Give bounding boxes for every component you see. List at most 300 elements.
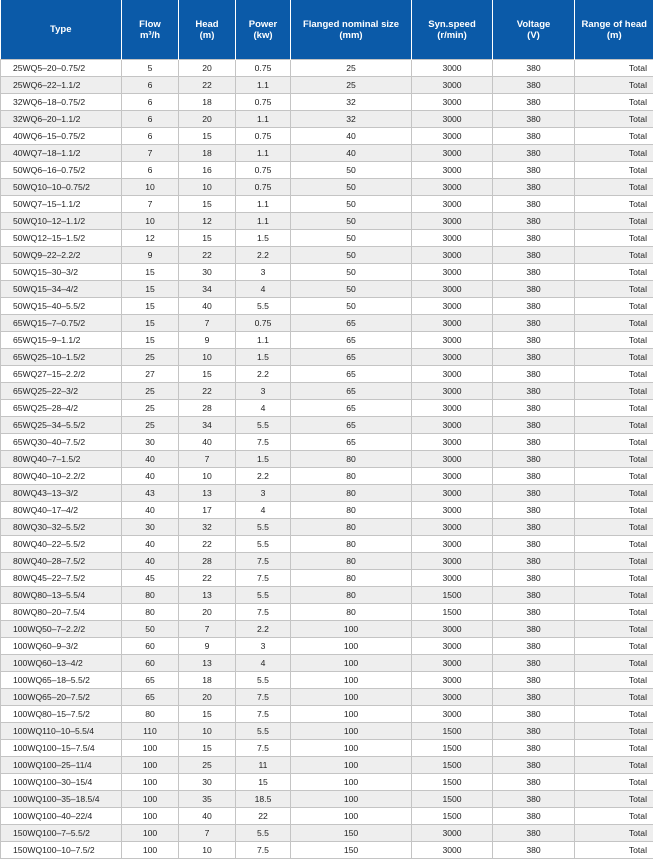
range-cell: Total — [575, 706, 653, 723]
flow-cell: 40 — [122, 468, 179, 485]
table-row — [1, 60, 653, 77]
flow-cell: 15 — [122, 281, 179, 298]
table-row — [1, 230, 653, 247]
type-cell: 80WQ40–7–1.5/2 — [1, 451, 122, 468]
head-cell: 22 — [179, 570, 236, 587]
power-cell: 4 — [236, 655, 291, 672]
flange-cell: 100 — [291, 638, 412, 655]
flow-cell: 100 — [122, 842, 179, 859]
flow-cell: 50 — [122, 621, 179, 638]
flange-cell: 100 — [291, 621, 412, 638]
speed-cell: 3000 — [412, 468, 493, 485]
flow-cell: 100 — [122, 791, 179, 808]
range-cell: Total — [575, 808, 653, 825]
table-row — [1, 162, 653, 179]
flow-cell: 15 — [122, 332, 179, 349]
range-cell: Total — [575, 417, 653, 434]
power-cell: 5.5 — [236, 723, 291, 740]
head-cell: 22 — [179, 247, 236, 264]
power-cell: 0.75 — [236, 179, 291, 196]
flow-cell: 100 — [122, 740, 179, 757]
power-cell: 18.5 — [236, 791, 291, 808]
power-cell: 1.5 — [236, 230, 291, 247]
voltage-cell: 380 — [493, 60, 575, 77]
speed-cell: 3000 — [412, 417, 493, 434]
type-cell: 150WQ100–10–7.5/2 — [1, 842, 122, 859]
head-cell: 20 — [179, 689, 236, 706]
speed-cell: 3000 — [412, 94, 493, 111]
flow-cell: 80 — [122, 706, 179, 723]
speed-cell: 3000 — [412, 434, 493, 451]
flow-cell: 7 — [122, 196, 179, 213]
type-cell: 80WQ30–32–5.5/2 — [1, 519, 122, 536]
voltage-cell: 380 — [493, 298, 575, 315]
header-flange: Flanged nominal size (mm) — [291, 0, 412, 60]
speed-cell: 3000 — [412, 553, 493, 570]
power-cell: 1.1 — [236, 332, 291, 349]
speed-cell: 1500 — [412, 774, 493, 791]
flange-cell: 100 — [291, 723, 412, 740]
speed-cell: 3000 — [412, 366, 493, 383]
flange-cell: 100 — [291, 655, 412, 672]
table-row — [1, 808, 653, 825]
voltage-cell: 380 — [493, 757, 575, 774]
flow-cell: 10 — [122, 179, 179, 196]
power-cell: 7.5 — [236, 570, 291, 587]
table-row — [1, 485, 653, 502]
range-cell: Total — [575, 757, 653, 774]
speed-cell: 3000 — [412, 706, 493, 723]
power-cell: 7.5 — [236, 553, 291, 570]
header-power: Power (kw) — [236, 0, 291, 60]
voltage-cell: 380 — [493, 638, 575, 655]
head-cell: 30 — [179, 264, 236, 281]
flange-cell: 80 — [291, 451, 412, 468]
flow-cell: 15 — [122, 264, 179, 281]
flange-cell: 65 — [291, 315, 412, 332]
type-cell: 25WQ6–22–1.1/2 — [1, 77, 122, 94]
table-row — [1, 281, 653, 298]
table-row — [1, 468, 653, 485]
table-row — [1, 196, 653, 213]
flange-cell: 100 — [291, 791, 412, 808]
type-cell: 100WQ65–18–5.5/2 — [1, 672, 122, 689]
type-cell: 65WQ25–22–3/2 — [1, 383, 122, 400]
type-cell: 80WQ40–10–2.2/2 — [1, 468, 122, 485]
range-cell: Total — [575, 655, 653, 672]
voltage-cell: 380 — [493, 281, 575, 298]
table-row — [1, 298, 653, 315]
table-row — [1, 179, 653, 196]
speed-cell: 3000 — [412, 179, 493, 196]
voltage-cell: 380 — [493, 468, 575, 485]
flow-cell: 40 — [122, 451, 179, 468]
head-cell: 40 — [179, 808, 236, 825]
voltage-cell: 380 — [493, 417, 575, 434]
flow-cell: 9 — [122, 247, 179, 264]
power-cell: 3 — [236, 383, 291, 400]
voltage-cell: 380 — [493, 451, 575, 468]
head-cell: 13 — [179, 485, 236, 502]
flange-cell: 80 — [291, 468, 412, 485]
speed-cell: 1500 — [412, 740, 493, 757]
range-cell: Total — [575, 842, 653, 859]
flange-cell: 50 — [291, 264, 412, 281]
power-cell: 4 — [236, 502, 291, 519]
flow-cell: 10 — [122, 213, 179, 230]
power-cell: 1.1 — [236, 77, 291, 94]
type-cell: 80WQ40–22–5.5/2 — [1, 536, 122, 553]
speed-cell: 3000 — [412, 502, 493, 519]
flange-cell: 50 — [291, 281, 412, 298]
power-cell: 1.5 — [236, 349, 291, 366]
table-row — [1, 383, 653, 400]
head-cell: 18 — [179, 94, 236, 111]
speed-cell: 1500 — [412, 808, 493, 825]
table-row — [1, 604, 653, 621]
table-row — [1, 417, 653, 434]
speed-cell: 3000 — [412, 621, 493, 638]
head-cell: 7 — [179, 825, 236, 842]
flow-cell: 25 — [122, 400, 179, 417]
voltage-cell: 380 — [493, 842, 575, 859]
type-cell: 100WQ100–35–18.5/4 — [1, 791, 122, 808]
table-row — [1, 332, 653, 349]
voltage-cell: 380 — [493, 366, 575, 383]
flange-cell: 100 — [291, 774, 412, 791]
type-cell: 100WQ100–15–7.5/4 — [1, 740, 122, 757]
type-cell: 100WQ60–13–4/2 — [1, 655, 122, 672]
table-row — [1, 774, 653, 791]
head-cell: 22 — [179, 77, 236, 94]
flow-cell: 100 — [122, 808, 179, 825]
table-row — [1, 587, 653, 604]
head-cell: 15 — [179, 706, 236, 723]
range-cell: Total — [575, 621, 653, 638]
voltage-cell: 380 — [493, 128, 575, 145]
flow-cell: 100 — [122, 774, 179, 791]
head-cell: 34 — [179, 281, 236, 298]
voltage-cell: 380 — [493, 706, 575, 723]
head-cell: 13 — [179, 587, 236, 604]
power-cell: 22 — [236, 808, 291, 825]
flange-cell: 80 — [291, 570, 412, 587]
flow-cell: 65 — [122, 689, 179, 706]
speed-cell: 3000 — [412, 570, 493, 587]
range-cell: Total — [575, 638, 653, 655]
range-cell: Total — [575, 689, 653, 706]
flange-cell: 50 — [291, 162, 412, 179]
table-body — [1, 60, 653, 859]
voltage-cell: 380 — [493, 434, 575, 451]
table-row — [1, 502, 653, 519]
speed-cell: 3000 — [412, 315, 493, 332]
speed-cell: 3000 — [412, 689, 493, 706]
table-row — [1, 400, 653, 417]
power-cell: 2.2 — [236, 468, 291, 485]
voltage-cell: 380 — [493, 723, 575, 740]
speed-cell: 3000 — [412, 213, 493, 230]
header-head: Head (m) — [179, 0, 236, 60]
voltage-cell: 380 — [493, 485, 575, 502]
power-cell: 3 — [236, 638, 291, 655]
speed-cell: 3000 — [412, 264, 493, 281]
flow-cell: 40 — [122, 502, 179, 519]
head-cell: 22 — [179, 383, 236, 400]
table-row — [1, 94, 653, 111]
flow-cell: 110 — [122, 723, 179, 740]
range-cell: Total — [575, 366, 653, 383]
head-cell: 18 — [179, 672, 236, 689]
header-range: Range of head (m) — [575, 0, 653, 60]
head-cell: 18 — [179, 145, 236, 162]
type-cell: 80WQ40–28–7.5/2 — [1, 553, 122, 570]
range-cell: Total — [575, 213, 653, 230]
flow-cell: 100 — [122, 825, 179, 842]
type-cell: 32WQ6–18–0.75/2 — [1, 94, 122, 111]
range-cell: Total — [575, 825, 653, 842]
type-cell: 100WQ100–30–15/4 — [1, 774, 122, 791]
table-row — [1, 740, 653, 757]
voltage-cell: 380 — [493, 196, 575, 213]
flow-cell: 45 — [122, 570, 179, 587]
flow-cell: 5 — [122, 60, 179, 77]
flow-cell: 6 — [122, 162, 179, 179]
flange-cell: 25 — [291, 77, 412, 94]
head-cell: 9 — [179, 332, 236, 349]
power-cell: 5.5 — [236, 825, 291, 842]
range-cell: Total — [575, 468, 653, 485]
type-cell: 25WQ5–20–0.75/2 — [1, 60, 122, 77]
type-cell: 50WQ10–10–0.75/2 — [1, 179, 122, 196]
voltage-cell: 380 — [493, 315, 575, 332]
speed-cell: 1500 — [412, 791, 493, 808]
head-cell: 15 — [179, 230, 236, 247]
type-cell: 50WQ15–34–4/2 — [1, 281, 122, 298]
flow-cell: 7 — [122, 145, 179, 162]
voltage-cell: 380 — [493, 519, 575, 536]
voltage-cell: 380 — [493, 570, 575, 587]
flange-cell: 40 — [291, 145, 412, 162]
range-cell: Total — [575, 553, 653, 570]
type-cell: 65WQ30–40–7.5/2 — [1, 434, 122, 451]
type-cell: 50WQ15–40–5.5/2 — [1, 298, 122, 315]
range-cell: Total — [575, 451, 653, 468]
table-row — [1, 689, 653, 706]
head-cell: 15 — [179, 196, 236, 213]
flow-cell: 6 — [122, 77, 179, 94]
power-cell: 1.1 — [236, 196, 291, 213]
range-cell: Total — [575, 298, 653, 315]
head-cell: 20 — [179, 604, 236, 621]
flow-cell: 60 — [122, 655, 179, 672]
power-cell: 0.75 — [236, 162, 291, 179]
voltage-cell: 380 — [493, 587, 575, 604]
flange-cell: 25 — [291, 60, 412, 77]
speed-cell: 3000 — [412, 638, 493, 655]
head-cell: 16 — [179, 162, 236, 179]
type-cell: 150WQ100–7–5.5/2 — [1, 825, 122, 842]
power-cell: 5.5 — [236, 519, 291, 536]
flange-cell: 100 — [291, 706, 412, 723]
table-row — [1, 111, 653, 128]
range-cell: Total — [575, 604, 653, 621]
power-cell: 7.5 — [236, 689, 291, 706]
table-row — [1, 213, 653, 230]
power-cell: 4 — [236, 400, 291, 417]
type-cell: 40WQ6–15–0.75/2 — [1, 128, 122, 145]
range-cell: Total — [575, 281, 653, 298]
flow-cell: 25 — [122, 349, 179, 366]
voltage-cell: 380 — [493, 213, 575, 230]
table-row — [1, 519, 653, 536]
speed-cell: 3000 — [412, 111, 493, 128]
power-cell: 7.5 — [236, 842, 291, 859]
table-row — [1, 706, 653, 723]
flange-cell: 65 — [291, 349, 412, 366]
range-cell: Total — [575, 723, 653, 740]
head-cell: 7 — [179, 315, 236, 332]
table-row — [1, 570, 653, 587]
table-row — [1, 128, 653, 145]
flange-cell: 50 — [291, 196, 412, 213]
head-cell: 28 — [179, 400, 236, 417]
type-cell: 80WQ80–20–7.5/4 — [1, 604, 122, 621]
flange-cell: 50 — [291, 247, 412, 264]
flange-cell: 80 — [291, 519, 412, 536]
type-cell: 100WQ110–10–5.5/4 — [1, 723, 122, 740]
speed-cell: 3000 — [412, 145, 493, 162]
table-row — [1, 791, 653, 808]
flange-cell: 80 — [291, 485, 412, 502]
speed-cell: 3000 — [412, 298, 493, 315]
voltage-cell: 380 — [493, 111, 575, 128]
speed-cell: 3000 — [412, 281, 493, 298]
head-cell: 20 — [179, 111, 236, 128]
power-cell: 2.2 — [236, 621, 291, 638]
table-row — [1, 434, 653, 451]
head-cell: 34 — [179, 417, 236, 434]
range-cell: Total — [575, 60, 653, 77]
voltage-cell: 380 — [493, 77, 575, 94]
flow-cell: 6 — [122, 94, 179, 111]
header-type: Type — [1, 0, 122, 60]
type-cell: 50WQ10–12–1.1/2 — [1, 213, 122, 230]
speed-cell: 3000 — [412, 128, 493, 145]
flange-cell: 80 — [291, 502, 412, 519]
range-cell: Total — [575, 179, 653, 196]
power-cell: 5.5 — [236, 587, 291, 604]
table-row — [1, 825, 653, 842]
head-cell: 32 — [179, 519, 236, 536]
voltage-cell: 380 — [493, 94, 575, 111]
range-cell: Total — [575, 434, 653, 451]
speed-cell: 1500 — [412, 723, 493, 740]
type-cell: 50WQ9–22–2.2/2 — [1, 247, 122, 264]
voltage-cell: 380 — [493, 230, 575, 247]
flange-cell: 40 — [291, 128, 412, 145]
range-cell: Total — [575, 332, 653, 349]
speed-cell: 3000 — [412, 825, 493, 842]
voltage-cell: 380 — [493, 332, 575, 349]
type-cell: 100WQ60–9–3/2 — [1, 638, 122, 655]
power-cell: 11 — [236, 757, 291, 774]
type-cell: 80WQ40–17–4/2 — [1, 502, 122, 519]
voltage-cell: 380 — [493, 774, 575, 791]
flange-cell: 100 — [291, 689, 412, 706]
head-cell: 15 — [179, 740, 236, 757]
range-cell: Total — [575, 485, 653, 502]
type-cell: 65WQ25–10–1.5/2 — [1, 349, 122, 366]
flange-cell: 65 — [291, 434, 412, 451]
range-cell: Total — [575, 400, 653, 417]
table-row — [1, 247, 653, 264]
voltage-cell: 380 — [493, 502, 575, 519]
type-cell: 100WQ100–40–22/4 — [1, 808, 122, 825]
type-cell: 80WQ45–22–7.5/2 — [1, 570, 122, 587]
type-cell: 80WQ80–13–5.5/4 — [1, 587, 122, 604]
range-cell: Total — [575, 519, 653, 536]
voltage-cell: 380 — [493, 145, 575, 162]
type-cell: 65WQ27–15–2.2/2 — [1, 366, 122, 383]
table-row — [1, 553, 653, 570]
flange-cell: 80 — [291, 536, 412, 553]
type-cell: 50WQ7–15–1.1/2 — [1, 196, 122, 213]
power-cell: 7.5 — [236, 706, 291, 723]
flange-cell: 32 — [291, 111, 412, 128]
speed-cell: 3000 — [412, 485, 493, 502]
head-cell: 10 — [179, 179, 236, 196]
flow-cell: 25 — [122, 383, 179, 400]
voltage-cell: 380 — [493, 383, 575, 400]
range-cell: Total — [575, 740, 653, 757]
power-cell: 4 — [236, 281, 291, 298]
flange-cell: 65 — [291, 383, 412, 400]
speed-cell: 1500 — [412, 757, 493, 774]
power-cell: 1.1 — [236, 111, 291, 128]
flange-cell: 50 — [291, 298, 412, 315]
power-cell: 1.1 — [236, 145, 291, 162]
head-cell: 9 — [179, 638, 236, 655]
speed-cell: 3000 — [412, 842, 493, 859]
type-cell: 40WQ7–18–1.1/2 — [1, 145, 122, 162]
head-cell: 40 — [179, 434, 236, 451]
table-row — [1, 672, 653, 689]
flange-cell: 100 — [291, 672, 412, 689]
voltage-cell: 380 — [493, 791, 575, 808]
flow-cell: 40 — [122, 536, 179, 553]
power-cell: 5.5 — [236, 672, 291, 689]
speed-cell: 3000 — [412, 536, 493, 553]
voltage-cell: 380 — [493, 655, 575, 672]
flow-cell: 30 — [122, 519, 179, 536]
flow-cell: 15 — [122, 315, 179, 332]
power-cell: 15 — [236, 774, 291, 791]
speed-cell: 3000 — [412, 332, 493, 349]
flow-cell: 40 — [122, 553, 179, 570]
head-cell: 20 — [179, 60, 236, 77]
power-cell: 3 — [236, 264, 291, 281]
voltage-cell: 380 — [493, 349, 575, 366]
range-cell: Total — [575, 383, 653, 400]
type-cell: 100WQ80–15–7.5/2 — [1, 706, 122, 723]
head-cell: 10 — [179, 723, 236, 740]
flange-cell: 80 — [291, 604, 412, 621]
flange-cell: 80 — [291, 587, 412, 604]
flange-cell: 150 — [291, 842, 412, 859]
type-cell: 50WQ6–16–0.75/2 — [1, 162, 122, 179]
flange-cell: 50 — [291, 230, 412, 247]
